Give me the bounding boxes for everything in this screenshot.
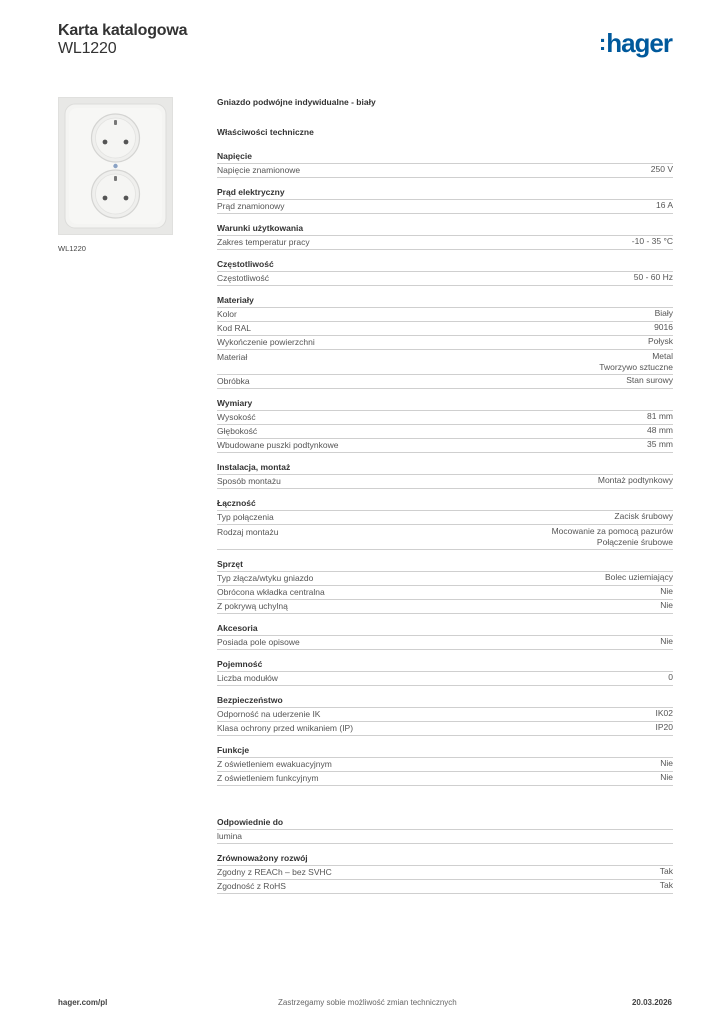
spec-label: Kolor: [217, 309, 237, 319]
spec-value-line: Tak: [659, 866, 673, 876]
spec-label: Częstotliwość: [217, 273, 269, 283]
spec-row: [217, 879, 673, 894]
spec-value: [655, 308, 673, 321]
spec-label: Zgodny z REACh – bez SVHC: [217, 867, 332, 877]
double-socket-icon: [59, 98, 172, 234]
spec-value-line: Nie: [660, 758, 673, 768]
spec-label: Materiał: [217, 352, 248, 362]
spec-value-line: Zacisk śrubowy: [614, 511, 673, 521]
spec-value: [648, 336, 673, 349]
spec-section: [217, 623, 673, 650]
spec-row: [217, 510, 673, 524]
spec-row: [217, 635, 673, 650]
spec-label: Rodzaj montażu: [217, 527, 279, 537]
spec-row: [217, 307, 673, 321]
spec-section: [217, 295, 673, 389]
spec-label: Napięcie znamionowe: [217, 165, 301, 175]
spec-value: [660, 758, 673, 771]
spec-value: [656, 708, 674, 721]
spec-value: [651, 164, 673, 177]
spec-label: Prąd znamionowy: [217, 201, 285, 211]
spec-value-line: Stan surowy: [626, 375, 673, 385]
spec-section: [217, 462, 673, 489]
spec-section: [217, 259, 673, 286]
spec-section: [217, 398, 673, 453]
brand-name: hager: [606, 28, 672, 58]
spec-value-line: Nie: [660, 772, 673, 782]
spec-value: [632, 236, 673, 249]
spec-value: [660, 600, 673, 613]
footer-website[interactable]: hager.com/pl: [58, 998, 108, 1007]
spec-value: [647, 439, 673, 452]
spec-row: [217, 335, 673, 349]
document-title: Karta katalogowa: [58, 22, 188, 39]
spec-section-title: Akcesoria: [217, 623, 258, 633]
spec-label: Głębokość: [217, 426, 258, 436]
spec-row: [217, 707, 673, 721]
spec-section: [217, 559, 673, 614]
spec-row: [217, 374, 673, 389]
spec-label: Klasa ochrony przed wnikaniem (IP): [217, 723, 354, 733]
spec-label: Z oświetleniem ewakuacyjnym: [217, 759, 332, 769]
product-image-caption: WL1220: [58, 244, 86, 253]
spec-row: [217, 349, 673, 374]
spec-row: [217, 271, 673, 286]
spec-row: [217, 235, 673, 250]
product-name: Gniazdo podwójne indywidualne - biały: [217, 97, 376, 107]
spec-row: [217, 757, 673, 771]
spec-value: [656, 200, 673, 213]
spec-section-title: Materiały: [217, 295, 254, 305]
section-spacer: [217, 795, 673, 809]
document-subtitle: WL1220: [58, 40, 117, 57]
hager-logo: :hager: [598, 28, 672, 58]
spec-value: [668, 672, 673, 685]
spec-value-line: Metal: [652, 351, 673, 361]
spec-section: [217, 498, 673, 550]
footer-date: 20.03.2026: [631, 998, 672, 1007]
spec-value: [647, 425, 673, 438]
spec-label: Typ połączenia: [217, 512, 274, 522]
spec-row: [217, 865, 673, 879]
spec-label: Z pokrywą uchylną: [217, 601, 288, 611]
spec-value-line: 0: [668, 672, 673, 682]
spec-sections: [217, 151, 673, 894]
spec-value-line: Nie: [660, 600, 673, 610]
spec-section-title: Częstotliwość: [217, 259, 274, 269]
spec-row: [217, 321, 673, 335]
spec-value-line: Biały: [654, 308, 673, 318]
spec-value: [599, 351, 673, 373]
spec-section-title: Pojemność: [217, 659, 263, 669]
spec-label: lumina: [217, 831, 243, 841]
footer-disclaimer: Zastrzegamy sobie możliwość zmian technicznych: [278, 998, 457, 1007]
spec-row: [217, 524, 673, 550]
spec-row: [217, 585, 673, 599]
spec-value: [634, 272, 673, 285]
spec-value-line: 81 mm: [647, 411, 673, 421]
spec-row: [217, 829, 673, 844]
spec-section: [217, 817, 673, 844]
spec-section-title: Łączność: [217, 498, 256, 508]
spec-label: Obrócona wkładka centralna: [217, 587, 325, 597]
spec-value-line: 16 A: [655, 200, 673, 210]
spec-value-line: Tworzywo sztuczne: [599, 362, 673, 372]
spec-value: [654, 322, 673, 335]
spec-row: [217, 571, 673, 585]
spec-value-line: 9016: [654, 322, 673, 332]
spec-label: Wykończenie powierzchni: [217, 337, 315, 347]
spec-value: [626, 375, 673, 388]
spec-value-line: Mocowanie za pomocą pazurów: [551, 526, 673, 536]
spec-section-title: Instalacja, montaż: [217, 462, 291, 472]
spec-section-title: Odpowiednie do: [217, 817, 284, 827]
spec-value-line: 50 - 60 Hz: [633, 272, 673, 282]
spec-value: [614, 511, 673, 524]
spec-section-title: Napięcie: [217, 151, 252, 161]
spec-label: Odporność na uderzenie IK: [217, 709, 321, 719]
spec-label: Typ złącza/wtyku gniazdo: [217, 573, 314, 583]
spec-label: Zakres temperatur pracy: [217, 237, 310, 247]
spec-value-line: Nie: [660, 636, 673, 646]
spec-section-title: Sprzęt: [217, 559, 243, 569]
spec-section-title: Funkcje: [217, 745, 250, 755]
spec-value: [647, 411, 673, 424]
product-image: [58, 97, 173, 235]
spec-value: [660, 636, 673, 649]
spec-value: [598, 475, 673, 488]
spec-row: [217, 163, 673, 178]
spec-section-title: Wymiary: [217, 398, 253, 408]
spec-section: [217, 223, 673, 250]
tech-properties-heading: Właściwości techniczne: [217, 127, 314, 137]
spec-label: Zgodność z RoHS: [217, 881, 286, 891]
spec-section-title: Prąd elektryczny: [217, 187, 285, 197]
spec-value-line: Nie: [660, 586, 673, 596]
spec-section: [217, 659, 673, 686]
spec-content: [217, 97, 673, 903]
spec-row: [217, 199, 673, 214]
spec-value-line: Połączenie śrubowe: [596, 537, 673, 547]
spec-value-line: 48 mm: [647, 425, 673, 435]
spec-value-line: Tak: [659, 880, 673, 890]
spec-row: [217, 721, 673, 736]
spec-row: [217, 438, 673, 453]
spec-section-title: Zrównoważony rozwój: [217, 853, 308, 863]
spec-section-title: Warunki użytkowania: [217, 223, 304, 233]
spec-section: [217, 745, 673, 786]
spec-label: Obróbka: [217, 376, 250, 386]
spec-label: Liczba modułów: [217, 673, 278, 683]
spec-section: [217, 151, 673, 178]
spec-value: [552, 526, 673, 548]
spec-row: [217, 410, 673, 424]
spec-value: [660, 880, 673, 893]
spec-section: [217, 853, 673, 894]
spec-label: Kod RAL: [217, 323, 252, 333]
spec-row: [217, 424, 673, 438]
spec-value-line: Połysk: [647, 336, 673, 346]
spec-section-title: Bezpieczeństwo: [217, 695, 283, 705]
spec-row: [217, 671, 673, 686]
spec-value-line: IP20: [655, 722, 673, 732]
spec-value-line: 35 mm: [647, 439, 673, 449]
spec-value: [660, 772, 673, 785]
spec-label: Z oświetleniem funkcyjnym: [217, 773, 319, 783]
spec-value: [660, 866, 673, 879]
spec-label: Sposób montażu: [217, 476, 281, 486]
spec-value-line: -10 - 35 °C: [631, 236, 673, 246]
spec-label: Wysokość: [217, 412, 256, 422]
spec-value: [660, 586, 673, 599]
spec-row: [217, 474, 673, 489]
spec-value-line: Bolec uziemiający: [604, 572, 673, 582]
spec-value-line: 250 V: [650, 164, 673, 174]
spec-row: [217, 771, 673, 786]
spec-section: [217, 187, 673, 214]
spec-value-line: IK02: [655, 708, 673, 718]
spec-row: [217, 599, 673, 614]
spec-value: [605, 572, 673, 585]
spec-label: Wbudowane puszki podtynkowe: [217, 440, 339, 450]
spec-value-line: Montaż podtynkowy: [597, 475, 673, 485]
spec-section: [217, 695, 673, 736]
spec-value: [656, 722, 674, 735]
spec-label: Posiada pole opisowe: [217, 637, 300, 647]
